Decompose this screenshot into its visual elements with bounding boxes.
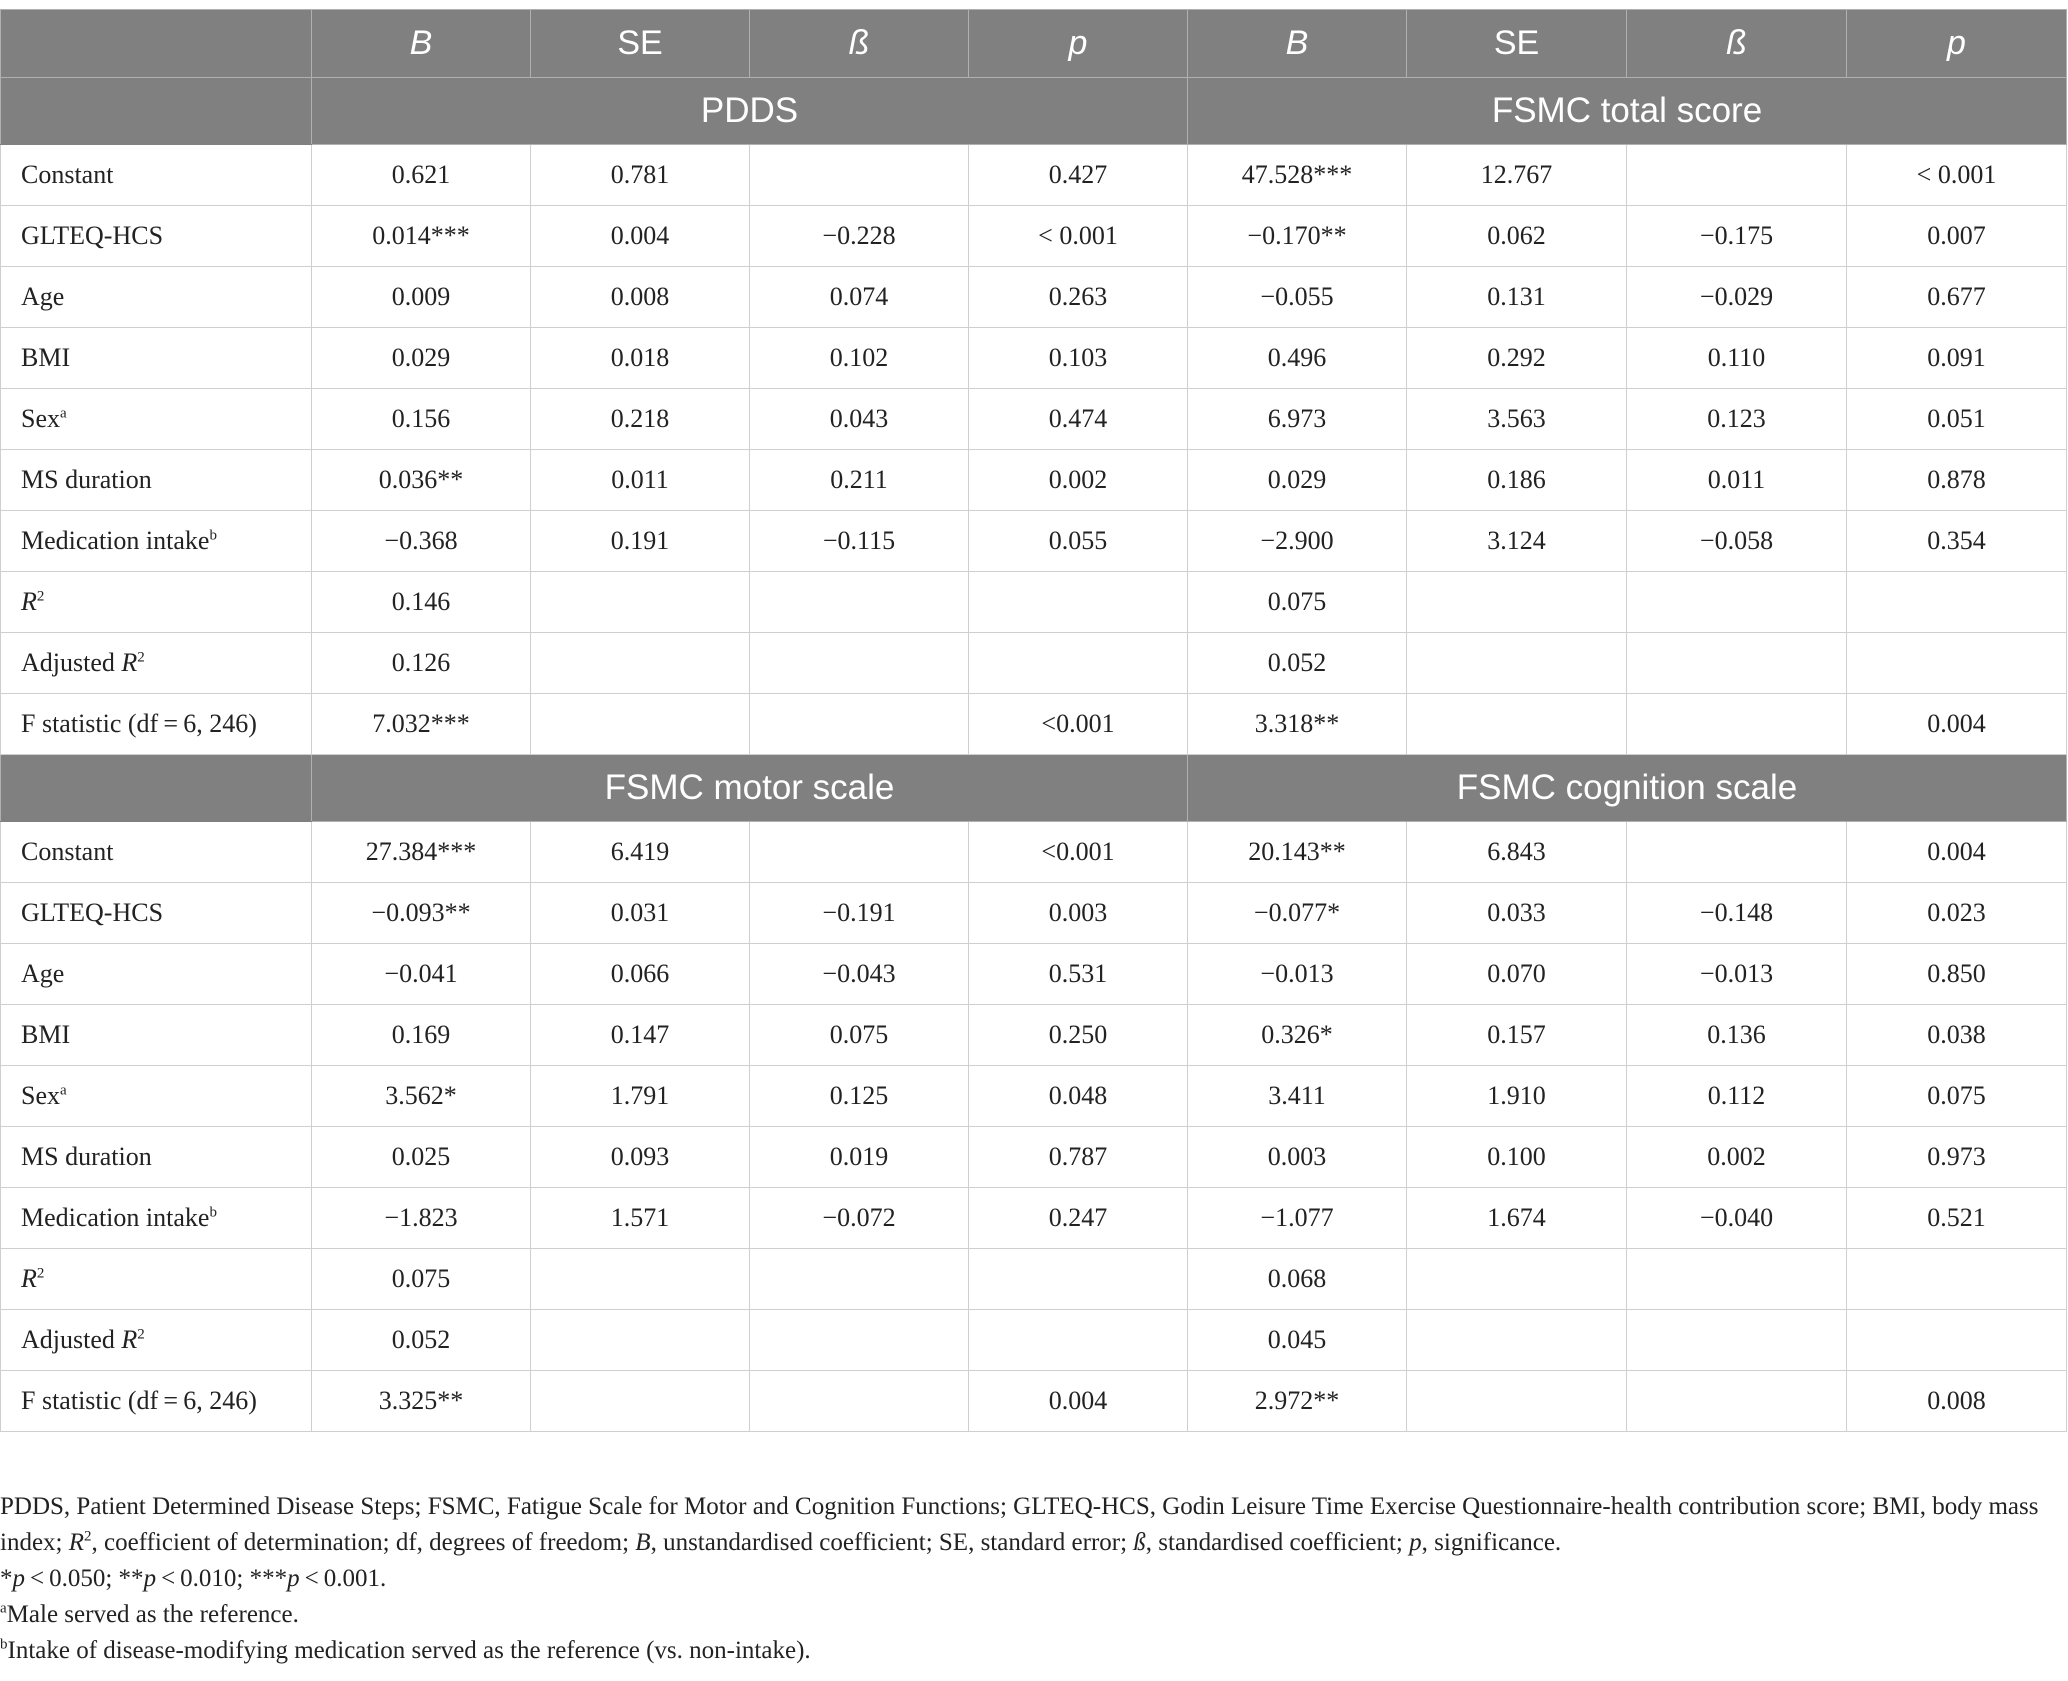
table-cell: −0.055 — [1188, 267, 1407, 328]
table-cell: 1.791 — [531, 1066, 750, 1127]
table-cell: −0.013 — [1188, 944, 1407, 1005]
table-cell — [1847, 1310, 2067, 1371]
col-header-b: B — [312, 10, 531, 78]
table-cell — [750, 822, 969, 883]
row-label-text: MS duration — [21, 1142, 152, 1171]
table-cell — [750, 1371, 969, 1432]
table-row — [1, 1249, 2067, 1310]
footnote-a-marker: a — [0, 1600, 7, 1617]
table-cell: 0.004 — [969, 1371, 1188, 1432]
table-cell: 0.052 — [1188, 633, 1407, 694]
table-cell: 0.025 — [312, 1127, 531, 1188]
table-cell: 0.126 — [312, 633, 531, 694]
table-cell: 0.211 — [750, 450, 969, 511]
table-cell: 0.008 — [1847, 1371, 2067, 1432]
table-cell: 3.411 — [1188, 1066, 1407, 1127]
table-cell: 0.850 — [1847, 944, 2067, 1005]
table-cell: < 0.001 — [1847, 145, 2067, 206]
table-row — [1, 389, 2067, 450]
row-label — [1, 1249, 312, 1310]
table-cell: 0.100 — [1407, 1127, 1627, 1188]
row-label-text: Adjusted R — [21, 1325, 138, 1354]
model-header-corner — [1, 78, 312, 145]
table-cell: 1.571 — [531, 1188, 750, 1249]
table-cell — [531, 1249, 750, 1310]
table-cell: 0.474 — [969, 389, 1188, 450]
table-cell: 0.218 — [531, 389, 750, 450]
row-label-superscript: 2 — [36, 1265, 45, 1282]
table-cell: 0.326* — [1188, 1005, 1407, 1066]
row-label — [1, 633, 312, 694]
table-cell: 3.563 — [1407, 389, 1627, 450]
table-cell — [531, 633, 750, 694]
table-row — [1, 1371, 2067, 1432]
table-cell: 6.973 — [1188, 389, 1407, 450]
table-cell — [1627, 1371, 1847, 1432]
row-label-text: Medication intake — [21, 1203, 210, 1232]
table-cell: 0.051 — [1847, 389, 2067, 450]
table-cell: 0.023 — [1847, 883, 2067, 944]
table-cell: 0.110 — [1627, 328, 1847, 389]
row-label — [1, 328, 312, 389]
table-cell: 0.427 — [969, 145, 1188, 206]
table-cell: 0.011 — [1627, 450, 1847, 511]
table-body — [1, 10, 2067, 1432]
table-cell: −0.170** — [1188, 206, 1407, 267]
table-cell: 0.091 — [1847, 328, 2067, 389]
table-cell: 0.093 — [531, 1127, 750, 1188]
table-cell: 0.131 — [1407, 267, 1627, 328]
table-cell: 0.136 — [1627, 1005, 1847, 1066]
table-cell: −0.040 — [1627, 1188, 1847, 1249]
regression-table — [0, 9, 2067, 1432]
footnote-a — [0, 1597, 2066, 1633]
table-cell: 47.528*** — [1188, 145, 1407, 206]
row-label-text: BMI — [21, 1020, 71, 1049]
table-row — [1, 267, 2067, 328]
row-label-text: BMI — [21, 343, 71, 372]
table-cell: 0.247 — [969, 1188, 1188, 1249]
table-cell: 0.102 — [750, 328, 969, 389]
table-cell: 0.787 — [969, 1127, 1188, 1188]
table-cell: 0.250 — [969, 1005, 1188, 1066]
table-cell: <0.001 — [969, 822, 1188, 883]
table-cell: 0.263 — [969, 267, 1188, 328]
table-cell — [1627, 145, 1847, 206]
row-label — [1, 450, 312, 511]
table-cell: 0.008 — [531, 267, 750, 328]
table-cell: 0.014*** — [312, 206, 531, 267]
table-cell: 0.075 — [1847, 1066, 2067, 1127]
table-cell: −0.148 — [1627, 883, 1847, 944]
table-row — [1, 633, 2067, 694]
table-cell: −0.175 — [1627, 206, 1847, 267]
row-label — [1, 267, 312, 328]
col-header-b: B — [1188, 10, 1407, 78]
model-title: PDDS — [312, 78, 1188, 145]
row-label — [1, 1066, 312, 1127]
table-cell: −0.041 — [312, 944, 531, 1005]
table-cell — [969, 1249, 1188, 1310]
table-cell: 2.972** — [1188, 1371, 1407, 1432]
table-row — [1, 822, 2067, 883]
table-cell: 20.143** — [1188, 822, 1407, 883]
table-cell: 0.029 — [1188, 450, 1407, 511]
table-cell — [969, 572, 1188, 633]
table-cell — [1407, 1310, 1627, 1371]
row-label — [1, 1188, 312, 1249]
table-cell: <0.001 — [969, 694, 1188, 755]
row-label-text: F statistic (df = 6, 246) — [21, 1386, 257, 1415]
table-cell: −0.029 — [1627, 267, 1847, 328]
table-cell — [750, 145, 969, 206]
table-row — [1, 511, 2067, 572]
row-label-text: Age — [21, 282, 65, 311]
table-cell: 0.004 — [1847, 694, 2067, 755]
row-label-text: F statistic (df = 6, 246) — [21, 709, 257, 738]
table-cell — [1407, 1249, 1627, 1310]
row-label-text: R — [21, 587, 37, 616]
table-row — [1, 1188, 2067, 1249]
table-cell: 0.075 — [1188, 572, 1407, 633]
table-cell: 0.147 — [531, 1005, 750, 1066]
table-cell: 0.621 — [312, 145, 531, 206]
table-cell: −0.058 — [1627, 511, 1847, 572]
table-cell: 0.003 — [969, 883, 1188, 944]
table-cell: 0.677 — [1847, 267, 2067, 328]
table-cell — [1407, 572, 1627, 633]
row-label-text: Constant — [21, 160, 114, 189]
abbreviations-note: PDDS, Patient Determined Disease Steps; FSMC, Fatigue Scale for Motor and Cognition Functions; GLTEQ-HCS, Godin Leisure Time Exercise Questionnaire-health contribution score; BMI, body mass index; $R^2$, coefficient of determination; df, degrees of freedom; B, unstandardised coefficient; SE, standard error; ß, standardised coefficient; p, significance. — [0, 1493, 2039, 1556]
table-cell: 0.045 — [1188, 1310, 1407, 1371]
table-cell — [1627, 822, 1847, 883]
table-cell: 0.018 — [531, 328, 750, 389]
table-cell: 1.910 — [1407, 1066, 1627, 1127]
table-cell: 0.043 — [750, 389, 969, 450]
table-cell: −1.823 — [312, 1188, 531, 1249]
header-corner — [1, 10, 312, 78]
table-cell — [1627, 633, 1847, 694]
table-cell: 0.038 — [1847, 1005, 2067, 1066]
row-label-superscript: a — [60, 405, 67, 422]
table-cell: 0.009 — [312, 267, 531, 328]
footnote-b — [0, 1633, 2066, 1669]
col-header-se: SE — [1407, 10, 1627, 78]
table-row — [1, 1127, 2067, 1188]
table-row — [1, 694, 2067, 755]
table-cell: 0.531 — [969, 944, 1188, 1005]
table-cell: 3.562* — [312, 1066, 531, 1127]
table-row — [1, 206, 2067, 267]
table-row — [1, 1310, 2067, 1371]
table-cell: 0.068 — [1188, 1249, 1407, 1310]
table-cell: 0.878 — [1847, 450, 2067, 511]
table-cell — [750, 633, 969, 694]
table-cell: −0.093** — [312, 883, 531, 944]
table-cell: 0.186 — [1407, 450, 1627, 511]
row-label-superscript: 2 — [137, 1326, 145, 1343]
table-cell: 3.318** — [1188, 694, 1407, 755]
table-cell: 0.123 — [1627, 389, 1847, 450]
table-row — [1, 328, 2067, 389]
row-label-text: Constant — [21, 837, 114, 866]
row-label — [1, 1371, 312, 1432]
table-cell: 0.496 — [1188, 328, 1407, 389]
row-label — [1, 1310, 312, 1371]
table-cell: 0.029 — [312, 328, 531, 389]
row-label — [1, 145, 312, 206]
row-label — [1, 511, 312, 572]
row-label-text: Adjusted R — [21, 648, 138, 677]
table-cell: −0.368 — [312, 511, 531, 572]
row-label — [1, 883, 312, 944]
table-cell: 0.004 — [1847, 822, 2067, 883]
row-label-superscript: a — [60, 1082, 67, 1099]
footnote-b-marker: b — [0, 1636, 8, 1653]
table-cell: 0.011 — [531, 450, 750, 511]
table-cell: 0.036** — [312, 450, 531, 511]
table-cell: −0.043 — [750, 944, 969, 1005]
table-cell: −0.072 — [750, 1188, 969, 1249]
model-title: FSMC total score — [1188, 78, 2067, 145]
row-label — [1, 206, 312, 267]
table-cell: −0.228 — [750, 206, 969, 267]
model-header-corner — [1, 755, 312, 822]
row-label — [1, 1005, 312, 1066]
table-cell: 0.055 — [969, 511, 1188, 572]
row-label — [1, 389, 312, 450]
table-cell — [750, 1310, 969, 1371]
table-cell: 0.169 — [312, 1005, 531, 1066]
table-cell: 0.191 — [531, 511, 750, 572]
table-cell — [1847, 1249, 2067, 1310]
table-cell: −2.900 — [1188, 511, 1407, 572]
table-row — [1, 572, 2067, 633]
table-cell: 0.002 — [1627, 1127, 1847, 1188]
table-cell: 0.066 — [531, 944, 750, 1005]
table-cell: −0.077* — [1188, 883, 1407, 944]
table-cell: 0.075 — [312, 1249, 531, 1310]
table-cell: 0.003 — [1188, 1127, 1407, 1188]
table-cell: 0.070 — [1407, 944, 1627, 1005]
col-header-beta: ß — [750, 10, 969, 78]
table-cell: 0.062 — [1407, 206, 1627, 267]
table-cell — [1847, 633, 2067, 694]
table-cell: 0.156 — [312, 389, 531, 450]
row-label-superscript: 2 — [36, 588, 45, 605]
row-label-text: Sex — [21, 404, 60, 433]
table-cell — [531, 1310, 750, 1371]
row-label-text: GLTEQ-HCS — [21, 898, 164, 927]
row-label — [1, 572, 312, 633]
table-row — [1, 1066, 2067, 1127]
table-cell — [531, 1371, 750, 1432]
table-row — [1, 145, 2067, 206]
table-cell: 0.033 — [1407, 883, 1627, 944]
table-cell: 1.674 — [1407, 1188, 1627, 1249]
table-cell — [1627, 1310, 1847, 1371]
table-cell — [1407, 633, 1627, 694]
significance-note: *p < 0.050; **p < 0.010; ***p < 0.001. — [0, 1565, 387, 1592]
table-cell — [531, 572, 750, 633]
table-cell: 0.781 — [531, 145, 750, 206]
table-cell: 0.019 — [750, 1127, 969, 1188]
table-cell: < 0.001 — [969, 206, 1188, 267]
table-cell: 0.354 — [1847, 511, 2067, 572]
table-row — [1, 883, 2067, 944]
row-label-superscript: b — [209, 527, 217, 544]
table-cell: 27.384*** — [312, 822, 531, 883]
table-cell — [969, 1310, 1188, 1371]
row-label-superscript: 2 — [137, 649, 145, 666]
table-cell: 0.048 — [969, 1066, 1188, 1127]
table-row — [1, 944, 2067, 1005]
row-label-text: Medication intake — [21, 526, 210, 555]
model-header-row — [1, 78, 2067, 145]
table-cell: 6.843 — [1407, 822, 1627, 883]
table-cell: 0.521 — [1847, 1188, 2067, 1249]
table-cell — [531, 694, 750, 755]
table-cell: 0.031 — [531, 883, 750, 944]
table-cell: −0.115 — [750, 511, 969, 572]
table-row — [1, 450, 2067, 511]
row-label — [1, 1127, 312, 1188]
row-label-text: Sex — [21, 1081, 60, 1110]
table-cell: 0.002 — [969, 450, 1188, 511]
table-cell — [1627, 572, 1847, 633]
table-cell — [1847, 572, 2067, 633]
footnote-a-text: Male served as the reference. — [6, 1601, 299, 1628]
row-label-text: MS duration — [21, 465, 152, 494]
table-cell: 0.292 — [1407, 328, 1627, 389]
table-cell: 6.419 — [531, 822, 750, 883]
table-cell — [1407, 1371, 1627, 1432]
col-header-se: SE — [531, 10, 750, 78]
table-cell: 0.973 — [1847, 1127, 2067, 1188]
row-label — [1, 694, 312, 755]
table-cell: 3.325** — [312, 1371, 531, 1432]
model-title: FSMC cognition scale — [1188, 755, 2067, 822]
table-notes — [0, 1489, 2066, 1669]
table-cell — [969, 633, 1188, 694]
table-cell: 12.767 — [1407, 145, 1627, 206]
table-cell — [1627, 1249, 1847, 1310]
table-cell: 0.007 — [1847, 206, 2067, 267]
model-header-row — [1, 755, 2067, 822]
table-cell: 3.124 — [1407, 511, 1627, 572]
table-cell — [750, 1249, 969, 1310]
table-cell: 0.125 — [750, 1066, 969, 1127]
row-label-text: Age — [21, 959, 65, 988]
row-label-text: GLTEQ-HCS — [21, 221, 164, 250]
row-label-superscript: b — [209, 1204, 217, 1221]
table-cell: −0.013 — [1627, 944, 1847, 1005]
table-cell — [750, 572, 969, 633]
table-cell — [1627, 694, 1847, 755]
table-cell: −1.077 — [1188, 1188, 1407, 1249]
table-cell: 7.032*** — [312, 694, 531, 755]
col-header-p: p — [1847, 10, 2067, 78]
model-title: FSMC motor scale — [312, 755, 1188, 822]
table-cell — [1407, 694, 1627, 755]
row-label — [1, 822, 312, 883]
col-header-p: p — [969, 10, 1188, 78]
table-cell: 0.103 — [969, 328, 1188, 389]
column-header-row — [1, 10, 2067, 78]
table-row — [1, 1005, 2067, 1066]
table-cell: 0.052 — [312, 1310, 531, 1371]
table-cell — [750, 694, 969, 755]
table-cell: 0.074 — [750, 267, 969, 328]
table-cell: 0.112 — [1627, 1066, 1847, 1127]
table-cell: 0.157 — [1407, 1005, 1627, 1066]
row-label-text: R — [21, 1264, 37, 1293]
table-cell: 0.004 — [531, 206, 750, 267]
table-cell: 0.075 — [750, 1005, 969, 1066]
table-cell: 0.146 — [312, 572, 531, 633]
col-header-beta: ß — [1627, 10, 1847, 78]
table-cell: −0.191 — [750, 883, 969, 944]
footnote-b-text: Intake of disease-modifying medication served as the reference (vs. non-intake). — [7, 1637, 811, 1664]
row-label — [1, 944, 312, 1005]
